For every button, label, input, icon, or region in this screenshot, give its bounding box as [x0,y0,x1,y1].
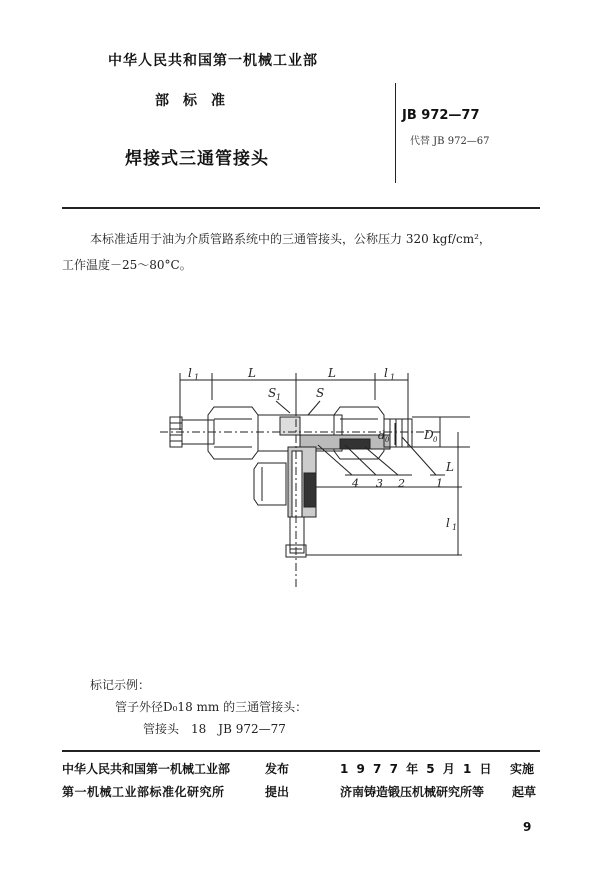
label-S1: S [268,386,277,400]
label-D0: D [424,428,434,442]
footer-issuer: 中华人民共和国第一机械工业部 [62,762,231,776]
example-line2: 管接头 18 JB 972—77 [143,722,286,736]
svg-text:1: 1 [276,393,282,402]
dim-l1-vertical: l [446,516,450,530]
svg-text:1: 1 [194,373,200,382]
footer-date: 1 9 7 7 年 5 月 1 日 [340,762,494,776]
dim-l1-left: l [188,366,192,380]
footer-rule [62,750,540,752]
svg-text:0: 0 [433,436,438,444]
footer-issued-label: 发布 [265,762,290,776]
header-divider [395,83,396,183]
svg-text:0: 0 [385,436,390,444]
footer-org: 第一机械工业部标准化研究所 [62,785,225,799]
standard-code: JB 972—77 [402,108,480,123]
part-1: 1 [436,477,443,490]
footer-proposed-label: 提出 [265,785,290,799]
example-line1: 管子外径D₀18 mm 的三通管接头： [115,700,308,714]
dim-l1-right: l [384,366,388,380]
tee-fitting-drawing [140,355,500,594]
footer-effective-label: 实施 [510,762,535,776]
footer-drafter: 济南铸造锻压机械研究所等 [340,785,485,799]
intro-text-line2: 工作温度－25～80°C。 [62,258,192,272]
svg-text:1: 1 [452,523,458,532]
dim-L-right: L [328,366,336,380]
standard-type: 部 标 准 [155,93,225,109]
part-2: 2 [398,477,405,490]
intro-text-line1: 本标准适用于油为介质管路系统中的三通管接头，公称压力 320 kgf/cm²， [90,232,491,246]
label-S: S [316,386,325,400]
document-title: 焊接式三通管接头 [125,149,269,169]
dim-L-vertical: L [446,460,454,474]
header-rule [62,207,540,209]
part-3: 3 [376,477,383,490]
ministry-header: 中华人民共和国第一机械工业部 [108,53,318,69]
dim-L-left: L [248,366,256,380]
footer-drafted-label: 起草 [512,785,537,799]
replaces-code: 代替 JB 972—67 [410,136,490,147]
part-4: 4 [352,477,359,490]
page-number: 9 [523,820,532,834]
example-title: 标记示例： [90,678,151,692]
label-d0: d [378,429,386,442]
svg-text:1: 1 [390,373,396,382]
